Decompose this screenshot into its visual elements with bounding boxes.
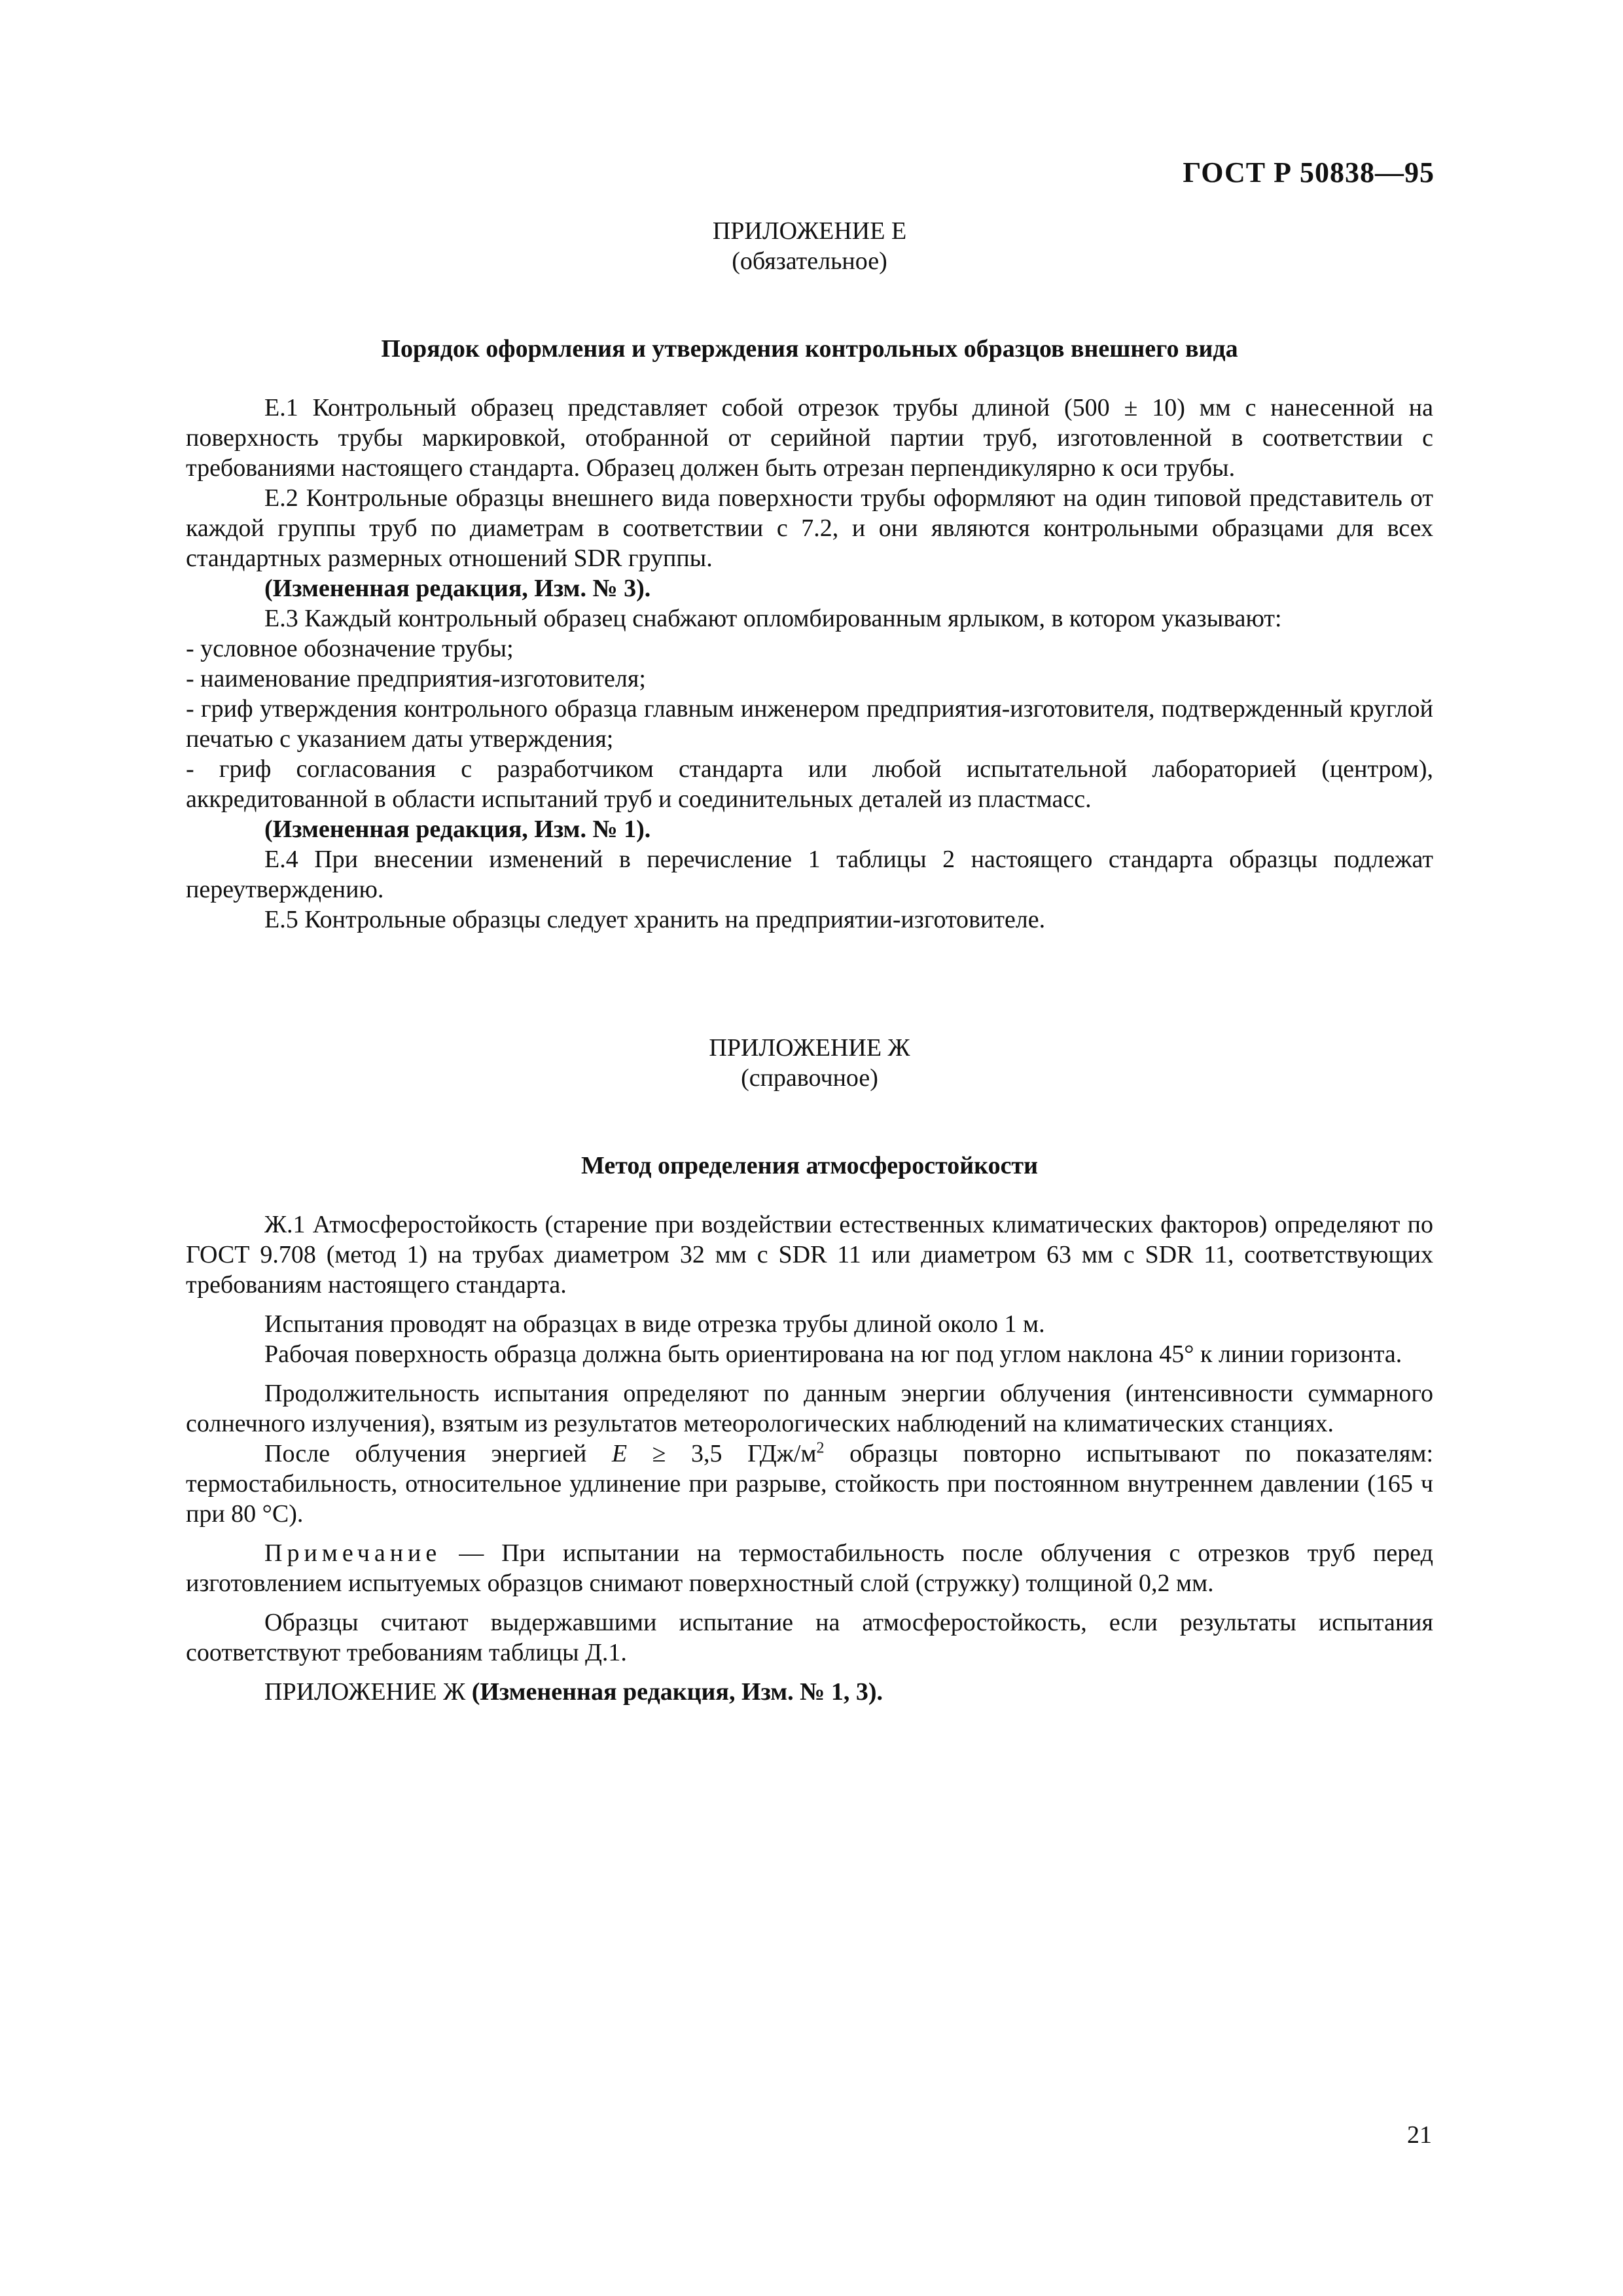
paragraph-zh-surface: Рабочая поверхность образца должна быть ориентирована на юг под углом наклона 45° к линии горизонта.: [264, 1340, 1402, 1368]
paragraph-zh-duration: Продолжительность испытания определяют по данным энергии облучения (интенсивности суммарного солнечного излучения), взятым из результатов метеорологических наблюдений на климатических станциях.: [186, 1380, 1433, 1437]
appendix-zh-heading: Метод определения атмосферостойкости: [580, 1152, 1038, 1179]
energy-symbol: E: [611, 1440, 628, 1467]
page-number: 21: [1407, 2121, 1432, 2149]
list-item: - гриф утверждения контрольного образца главным инженером предприятия-изготовителя, подтвержденный круглой печатью с указанием даты утверждения;: [186, 695, 1433, 753]
appendix-zh-amendment: [186, 1677, 1433, 1707]
page-content: [186, 216, 1433, 1707]
amendment-note: (Измененная редакция, Изм. № 1, 3).: [471, 1678, 883, 1706]
note-label: Примечание: [264, 1539, 442, 1567]
text-run: После облучения энергией: [264, 1440, 612, 1467]
appendix-e-subtitle: (обязательное): [732, 247, 887, 275]
paragraph-zh1: Ж.1 Атмосферостойкость (старение при воздействии естественных климатических факторов) определяют по ГОСТ 9.708 (метод 1) на трубах диаметром 32 мм с SDR 11 или диаметром 63 мм с SDR 11, соответствующих требованиям настоящего стандарта.: [186, 1211, 1433, 1299]
list-item: - гриф согласования с разработчиком стандарта или любой испытательной лабораторией (центром), аккредитованной в области испытаний труб и соединительных деталей из пластмасс.: [186, 755, 1433, 813]
note-text: — При испытании на термостабильность после облучения с отрезков труб перед изготовлением испытуемых образцов снимают поверхностный слой (стружку) толщиной 0,2 мм.: [186, 1539, 1433, 1597]
text-run: образцы повторно испытывают по показателям: термостабильность, относительное удлинение при разрыве, стойкость при постоянном внутреннем давлении (165 ч при 80 °С).: [186, 1440, 1434, 1528]
appendix-e-title: ПРИЛОЖЕНИЕ Е: [712, 217, 907, 245]
paragraph-zh-tests: Испытания проводят на образцах в виде отрезка трубы длиной около 1 м.: [264, 1310, 1045, 1338]
amendment-note-3: (Измененная редакция, Изм. № 3).: [264, 575, 651, 602]
text-run: ПРИЛОЖЕНИЕ Ж: [264, 1678, 472, 1706]
superscript: 2: [816, 1439, 825, 1457]
paragraph-e1: Е.1 Контрольный образец представляет собой отрезок трубы длиной (500 ± 10) мм с нанесенной на поверхность трубы маркировкой, отобранной от серийной партии труб, изготовленной в соответствии с требованиями настоящего стандарта. Образец должен быть отрезан перпендикулярно к оси трубы.: [186, 394, 1433, 482]
paragraph-e2: Е.2 Контрольные образцы внешнего вида поверхности трубы оформляют на один типовой представитель от каждой группы труб по диаметрам в соответствии с 7.2, и они являются контрольными образцами для всех стандартных размерных отношений SDR группы.: [186, 484, 1433, 572]
list-item: - условное обозначение трубы;: [186, 635, 514, 662]
appendix-e-heading: Порядок оформления и утверждения контрольных образцов внешнего вида: [381, 335, 1238, 363]
text-run: ≥ 3,5 ГДж/м: [627, 1440, 817, 1467]
paragraph-zh-irradiation: [186, 1439, 1433, 1529]
amendment-note-1: (Измененная редакция, Изм. № 1).: [264, 816, 651, 843]
paragraph-e5: Е.5 Контрольные образцы следует хранить на предприятии-изготовителе.: [264, 906, 1046, 933]
note-paragraph: [186, 1538, 1433, 1598]
appendix-zh-subtitle: (справочное): [741, 1064, 878, 1092]
paragraph-e3: Е.3 Каждый контрольный образец снабжают опломбированным ярлыком, в котором указывают:: [264, 605, 1282, 632]
paragraph-e4: Е.4 При внесении изменений в перечисление 1 таблицы 2 настоящего стандарта образцы подлежат переутверждению.: [186, 846, 1433, 903]
document-header: ГОСТ Р 50838—95: [1183, 156, 1435, 188]
list-item: - наименование предприятия-изготовителя;: [186, 665, 646, 692]
appendix-zh-title: ПРИЛОЖЕНИЕ Ж: [709, 1034, 910, 1062]
paragraph-zh-conclusion: Образцы считают выдержавшими испытание на атмосферостойкость, если результаты испытания соответствуют требованиям таблицы Д.1.: [186, 1609, 1433, 1666]
